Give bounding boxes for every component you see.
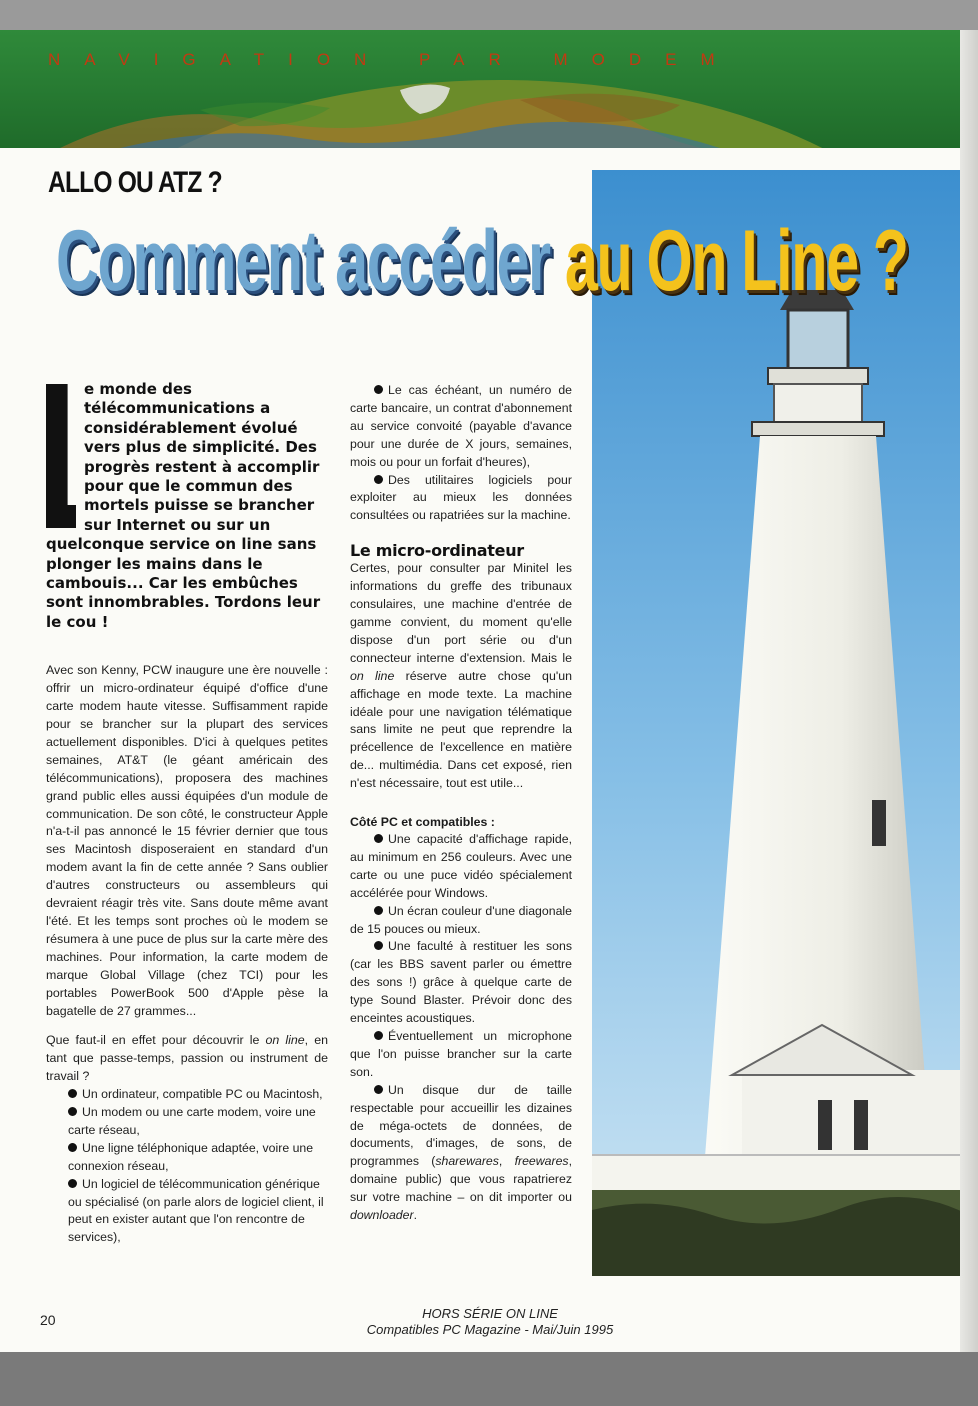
list-item-text: , domaine public) que vous rapatrierez sur votre machine – on dit importer ou xyxy=(350,1154,572,1205)
pc-requirements-list xyxy=(350,831,572,1225)
list-item-text: Une capacité d'affichage rapide, au minimum en 256 couleurs. Avec une carte ou une puce vidéo spécialement accélérée pour Windows. xyxy=(350,832,572,900)
headline xyxy=(56,212,908,311)
list-item-text: Le cas échéant, un numéro de carte bancaire, un contrat d'abonnement au service convoité (payable d'avance pour une durée de X jours, semaines, mois ou pour un forfait d'heures), xyxy=(350,383,572,469)
bullet-icon xyxy=(68,1179,77,1188)
list-item-text: Un logiciel de télécommunication générique ou spécialisé (on parle alors de logiciel client, il peut en exister autant que l'on rencontre de services), xyxy=(68,1176,324,1245)
magazine-page xyxy=(0,30,978,1352)
list-item xyxy=(350,1028,572,1082)
list-item-text: Un écran couleur d'une diagonale de 15 pouces ou mieux. xyxy=(350,903,572,936)
banner-globe xyxy=(0,30,978,148)
bullet-icon xyxy=(374,475,383,484)
column-2 xyxy=(350,382,572,1225)
list-item-text: Une faculté à restituer les sons (car les BBS savent parler ou émettre des sons !) grâce à quelque carte de type Sound Blaster. Prévoir donc des enceintes acoustiques. xyxy=(350,939,572,1026)
section-label: Côté PC et compatibles : xyxy=(350,815,495,830)
bullet-icon xyxy=(374,834,383,843)
micro-emphasis: on line xyxy=(350,668,395,683)
list-item xyxy=(68,1086,328,1104)
bullet-icon xyxy=(374,1085,383,1094)
requirements-list-continued xyxy=(350,382,572,525)
list-item-text: , xyxy=(498,1154,515,1169)
footer-line-2: Compatibles PC Magazine - Mai/Juin 1995 xyxy=(366,1322,614,1337)
headline-part1: Comment accéder xyxy=(56,213,550,309)
paragraph-micro xyxy=(350,560,572,793)
list-item-text: Un modem ou une carte modem, voire une carte réseau, xyxy=(68,1105,316,1137)
scan-top-margin xyxy=(0,0,978,30)
list-item xyxy=(350,831,572,903)
emphasis: downloader xyxy=(350,1208,414,1223)
page-number: 20 xyxy=(40,1312,56,1328)
para2-emphasis: on line xyxy=(265,1033,305,1048)
bullet-icon xyxy=(374,385,383,394)
subheading: Le micro-ordinateur xyxy=(350,541,524,561)
bullet-icon xyxy=(374,941,383,950)
scan-bottom-margin xyxy=(0,1352,978,1406)
list-item-text: Des utilitaires logiciels pour exploiter au mieux les données consultées ou rapatriées sur la machine. xyxy=(350,472,572,523)
list-item-text: Éventuellement un microphone que l'on puisse brancher sur la carte son. xyxy=(350,1029,572,1079)
micro-text-end: réserve autre chose qu'un affichage en mode texte. La machine idéale pour une navigation télématique sans limite ne peut que reprendre la précellence de l'excellence en matière de... multimédia. Dans cet exposé, rien n'est nécessaire, tout est utile... xyxy=(350,668,572,791)
requirements-list xyxy=(46,1086,328,1247)
lighthouse-photo xyxy=(592,170,978,1276)
banner-title: NAVIGATION PAR MODEM xyxy=(48,50,739,69)
para2-text: Que faut-il en effet pour découvrir le xyxy=(46,1033,266,1048)
footer-line-1: HORS SÉRIE ON LINE xyxy=(422,1306,558,1321)
micro-text: Certes, pour consulter par Minitel les informations du greffe des tribunaux consulaires, une machine d'entrée de gamme convient, du moment qu'elle dispose d'un port série ou d'un connecteur interne d'extension. Mais le xyxy=(350,561,572,665)
list-item xyxy=(68,1176,328,1248)
kicker: ALLO OU ATZ ? xyxy=(48,166,222,199)
list-item xyxy=(350,472,572,526)
paragraph-1: Avec son Kenny, PCW inaugure une ère nouvelle : offrir un micro-ordinateur équipé d'office d'une carte modem haute vitesse. Suffisamment rapide pour se brancher sur la plupart des services actuellement disponibles. D'ici à quelques petites semaines, AT&T (le géant américain des télécommunications), proposera des machines grand public elles aussi équipées d'un module de communication. De son côté, le constructeur Apple n'a-t-il pas annoncé le 15 février dernier que tous ses Macintosh disposeraient en standard d'un modem avant la fin de cette année ? Sans oublier d'autres constructeurs ou assembleurs qui devraient réagir très vite. Sans doute même avant l'été. Et les temps sont proches où le modem se résumera à une puce de plus sur la carte mère des machines. Pour information, la carte modem de marque Global Village (chez TCI) pour les portables PowerBook 500 d'Apple pèse la bagatelle de 27 grammes... xyxy=(46,663,328,1018)
bullet-icon xyxy=(374,906,383,915)
paragraph-2 xyxy=(46,1032,328,1086)
list-item-text: Une ligne téléphonique adaptée, voire une connexion réseau, xyxy=(68,1140,314,1173)
bullet-icon xyxy=(68,1089,77,1098)
page-edge xyxy=(960,30,978,1352)
list-item-text: Un disque dur de taille respectable pour accueillir les dizaines de méga-octets de données, de documents, d'images, de sons, de programmes ( xyxy=(350,1082,572,1169)
list-item xyxy=(68,1104,328,1140)
para2-text-end: , en tant que passe-temps, passion ou instrument de travail ? xyxy=(46,1033,328,1084)
bullet-icon xyxy=(374,1031,383,1040)
lead-block xyxy=(46,380,328,632)
list-item xyxy=(350,903,572,939)
globe-banner-image xyxy=(0,30,978,148)
bullet-icon xyxy=(68,1107,77,1116)
list-item xyxy=(350,382,572,472)
list-item xyxy=(350,938,572,1028)
headline-part2: au On Line ? xyxy=(564,213,908,309)
list-item xyxy=(68,1140,328,1176)
lighthouse-image xyxy=(592,170,978,1276)
list-item xyxy=(350,1082,572,1225)
list-item-text: . xyxy=(413,1208,418,1223)
bullet-icon xyxy=(68,1143,77,1152)
page-footer xyxy=(330,1306,650,1338)
emphasis: sharewares xyxy=(435,1154,499,1169)
list-item-text: Un ordinateur, compatible PC ou Macintosh, xyxy=(82,1087,323,1102)
lead-paragraph: e monde des télécommunications a considérablement évolué vers plus de simplicité. Des progrès restent à accomplir pour que le commun des mortels puisse se brancher sur Internet ou sur un quelconque service on line sans plonger les mains dans le cambouis... Car les embûches sont innombrables. Tordons leur le cou ! xyxy=(46,380,321,631)
column-1 xyxy=(46,380,328,1247)
emphasis: freewares xyxy=(514,1154,569,1169)
